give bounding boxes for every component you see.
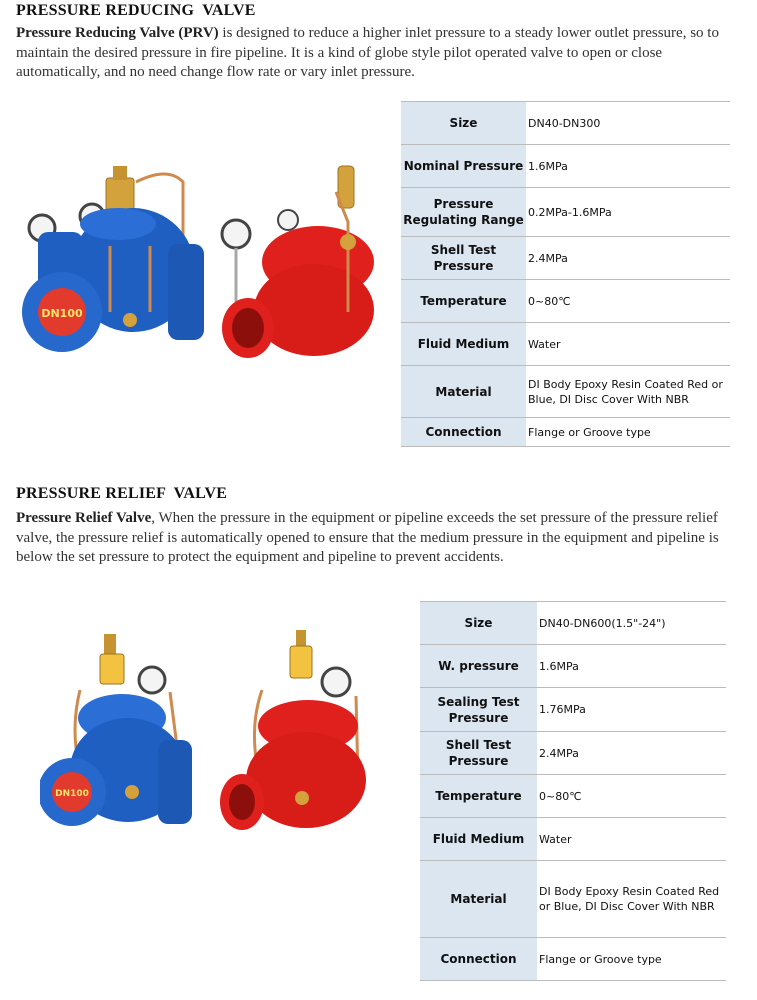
spec-label: Size (401, 102, 526, 145)
spec-row (420, 645, 726, 688)
spec-label: Sealing Test Pressure (420, 688, 537, 732)
spec-label: Nominal Pressure (401, 145, 526, 188)
spec-label: Shell Test Pressure (420, 732, 537, 775)
spec-label: Temperature (420, 775, 537, 818)
spec-value: DN40-DN300 (526, 102, 730, 145)
spec-label: Material (420, 861, 537, 938)
prv-description (16, 24, 742, 83)
spec-value: DI Body Epoxy Resin Coated Red or Blue, DI Disc Cover With NBR (537, 861, 726, 938)
red-relief-valve (220, 630, 366, 830)
spec-row (420, 688, 726, 732)
relief-flange-mark: DN100 (55, 789, 89, 799)
prv-description-body: is designed to reduce a higher inlet pressure to a steady lower outlet pressure, so to maintain the desired pressure in fire pipeline. It is a kind of globe style pilot operated valve to open or close automatically, and no need change flow rate or vary inlet pressure. (16, 25, 719, 80)
spec-value: 1.6MPa (526, 145, 730, 188)
spec-label: Fluid Medium (401, 323, 526, 366)
spec-label: Fluid Medium (420, 818, 537, 861)
spec-value: 0~80℃ (526, 280, 730, 323)
prv-description-lead: Pressure Reducing Valve (PRV) (16, 25, 219, 41)
spec-value: 2.4MPa (537, 732, 726, 775)
relief-spec-table (420, 601, 726, 981)
blue-reducing-valve (22, 166, 204, 352)
spec-row (420, 602, 726, 645)
spec-value: Water (526, 323, 730, 366)
spec-value: Flange or Groove type (537, 938, 726, 981)
spec-label: W. pressure (420, 645, 537, 688)
spec-row (420, 732, 726, 775)
prv-spec-table (401, 101, 730, 447)
relief-description-body: , When the pressure in the equipment or pipeline exceeds the set pressure of the pressure relief valve, the pressure relief is automatically opened to ensure that the medium pressure in the equipment and pipeline is below the set pressure to protect the equipment and pipeline to prevent accidents. (16, 510, 719, 565)
spec-row (420, 818, 726, 861)
spec-value: Water (537, 818, 726, 861)
spec-value: 2.4MPa (526, 237, 730, 280)
prv-product-photo (18, 162, 398, 362)
spec-value: 0~80℃ (537, 775, 726, 818)
spec-label: Size (420, 602, 537, 645)
spec-label: Pressure Regulating Range (401, 188, 526, 237)
spec-row (401, 188, 730, 237)
spec-row (401, 418, 730, 447)
spec-row (420, 938, 726, 981)
spec-value: 1.6MPa (537, 645, 726, 688)
spec-label: Connection (420, 938, 537, 981)
blue-relief-valve (40, 634, 192, 826)
spec-row (401, 280, 730, 323)
section-heading-relief: PRESSURE RELIEF VALVE (16, 485, 228, 502)
spec-label: Connection (401, 418, 526, 447)
spec-row (401, 323, 730, 366)
relief-description (16, 509, 744, 568)
spec-value: DN40-DN600(1.5"-24") (537, 602, 726, 645)
spec-value: Flange or Groove type (526, 418, 730, 447)
spec-label: Temperature (401, 280, 526, 323)
spec-label: Shell Test Pressure (401, 237, 526, 280)
spec-row (401, 366, 730, 418)
relief-product-photo (40, 630, 420, 850)
red-reducing-valve (222, 166, 374, 358)
spec-row (401, 102, 730, 145)
spec-value: DI Body Epoxy Resin Coated Red or Blue, DI Disc Cover With NBR (526, 366, 730, 418)
spec-row (401, 237, 730, 280)
spec-row (420, 775, 726, 818)
section-heading-prv: PRESSURE REDUCING VALVE (16, 2, 256, 19)
relief-description-lead: Pressure Relief Valve (16, 510, 152, 526)
spec-row (401, 145, 730, 188)
prv-flange-mark: DN100 (41, 307, 83, 320)
spec-label: Material (401, 366, 526, 418)
spec-value: 0.2MPa-1.6MPa (526, 188, 730, 237)
spec-row (420, 861, 726, 938)
spec-value: 1.76MPa (537, 688, 726, 732)
